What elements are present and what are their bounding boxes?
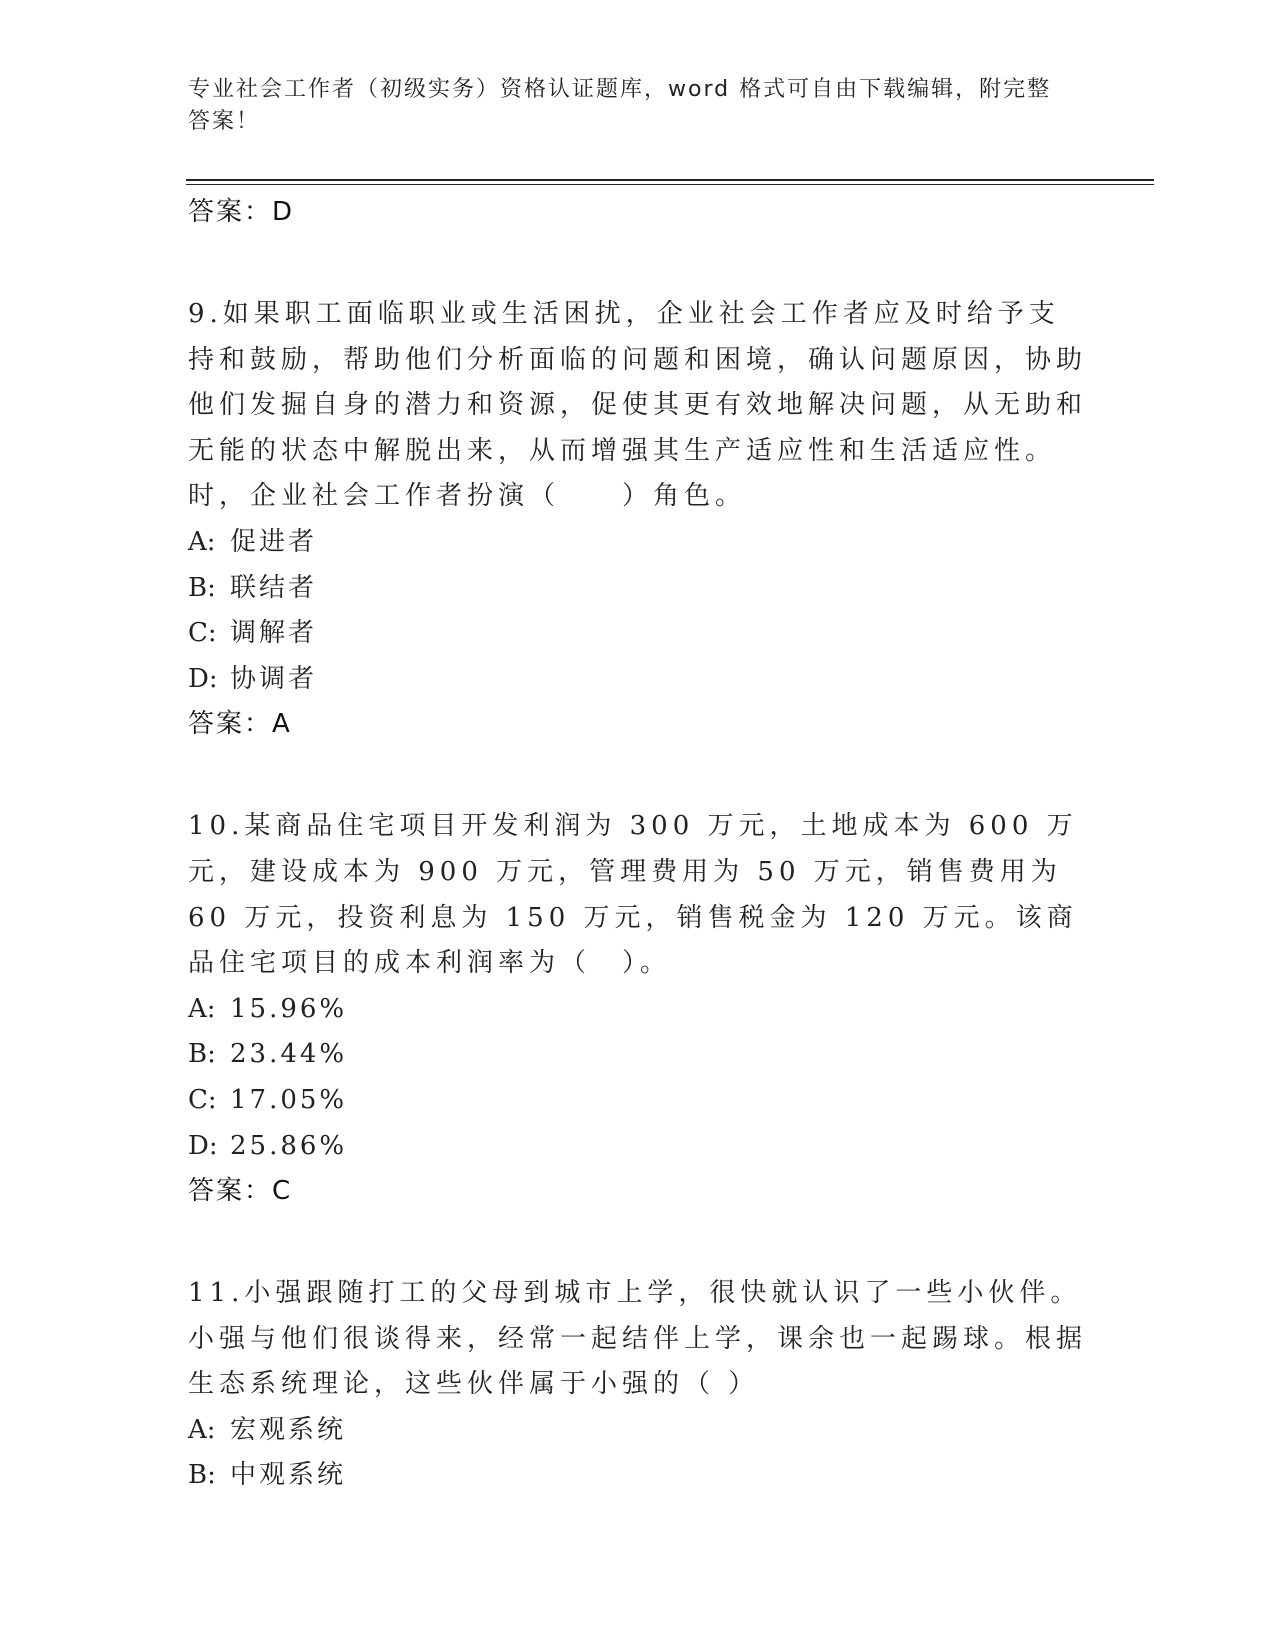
question-stem: 11.小强跟随打工的父母到城市上学，很快就认识了一些小伙伴。小强与他们很谈得来，经常一起结伴上学，课余也一起踢球。根据生态系统理论，这些伙伴属于小强的（ ）	[188, 1278, 1088, 1400]
option-a	[188, 1408, 1088, 1454]
option-letter: A:	[188, 993, 216, 1024]
question-stem: 10.某商品住宅项目开发利润为 300 万元，土地成本为 600 万元，建设成本为 900 万元，管理费用为 50 万元，销售费用为 60 万元，投资利息为 150 万元，销售税金为 120 万元。该商品住宅项目的成本利润率为（ ）。	[188, 811, 1078, 979]
option-c	[188, 611, 1088, 657]
option-d	[188, 1124, 1088, 1170]
question-stem: 9.如果职工面临职业或生活困扰，企业社会工作者应及时给予支持和鼓励，帮助他们分析面临的问题和困境，确认问题原因，协助他们发掘自身的潜力和资源，促使其更有效地解决问题，从无助和无能的状态中解脱出来，从而增强其生产适应性和生活适应性。时，企业社会工作者扮演（ ）角色。	[188, 299, 1088, 512]
option-text: 中观系统	[230, 1460, 347, 1491]
option-a	[188, 520, 1088, 566]
answer-line: 答案：A	[188, 709, 292, 740]
option-text: 协调者	[230, 663, 318, 694]
option-text: 调解者	[230, 618, 318, 649]
option-text: 15.96%	[230, 993, 348, 1024]
option-a	[188, 987, 1088, 1033]
option-text: 促进者	[230, 526, 318, 557]
option-letter: D:	[188, 1130, 218, 1161]
option-text: 23.44%	[230, 1039, 348, 1070]
option-text: 宏观系统	[230, 1414, 347, 1445]
option-b	[188, 566, 1088, 612]
option-letter: C:	[188, 618, 217, 649]
option-letter: A:	[188, 1414, 216, 1445]
option-b	[188, 1453, 1088, 1499]
option-d	[188, 657, 1088, 703]
option-letter: D:	[188, 663, 218, 694]
option-letter: A:	[188, 526, 216, 557]
question-block	[188, 292, 1088, 746]
option-letter: C:	[188, 1084, 217, 1115]
option-letter: B:	[188, 1039, 216, 1070]
question-block	[188, 1271, 1088, 1499]
option-c	[188, 1078, 1088, 1124]
option-b	[188, 1032, 1088, 1078]
option-text: 17.05%	[230, 1084, 348, 1115]
question-block	[188, 804, 1088, 1213]
option-letter: B:	[188, 572, 216, 603]
option-letter: B:	[188, 1460, 216, 1491]
option-text: 联结者	[230, 572, 318, 603]
document-body	[188, 190, 1088, 1499]
header-divider-thick	[186, 179, 1154, 181]
header-divider-thin	[186, 184, 1154, 185]
option-text: 25.86%	[230, 1130, 348, 1161]
answer-line: 答案：C	[188, 1176, 293, 1207]
answer-line: 答案：D	[188, 197, 295, 227]
document-header: 专业社会工作者（初级实务）资格认证题库，word 格式可自由下载编辑，附完整答案！	[188, 77, 1052, 134]
